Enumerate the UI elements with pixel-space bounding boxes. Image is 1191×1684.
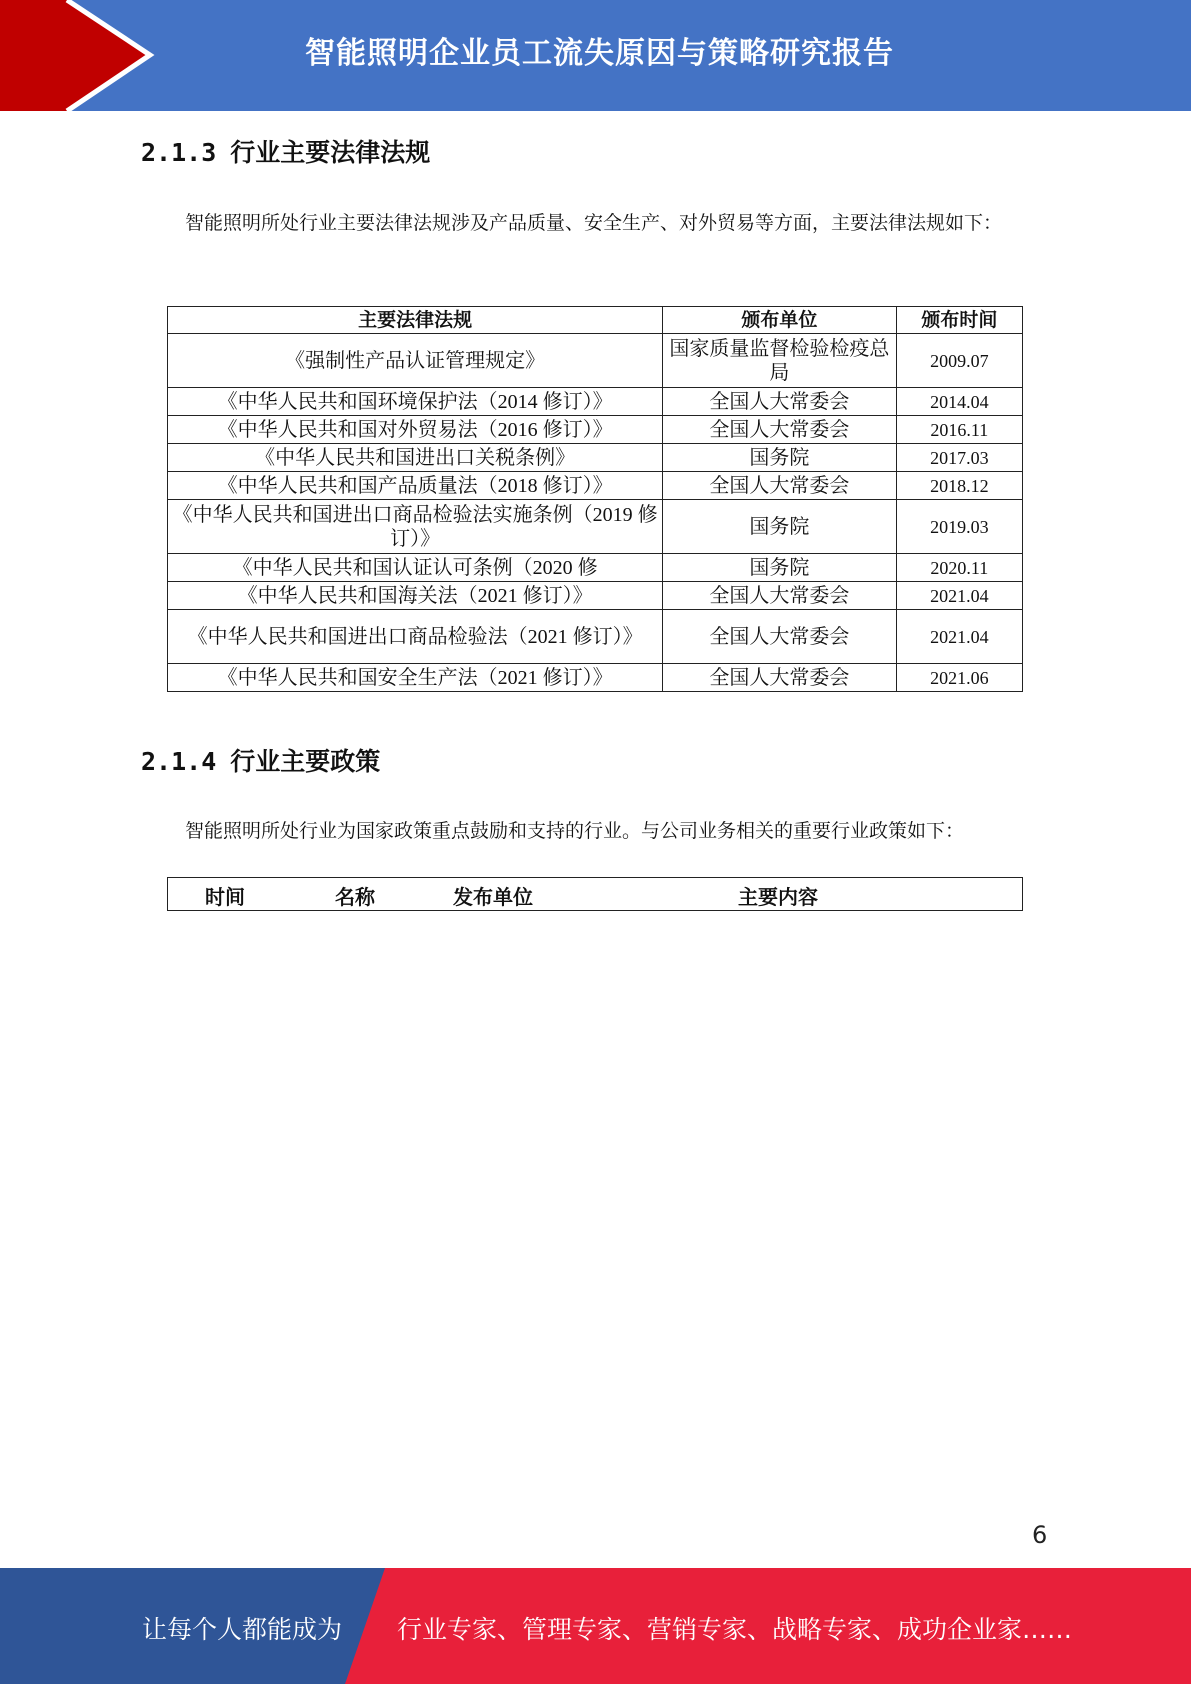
law-cell: 《中华人民共和国安全生产法（2021 修订）》 [168, 664, 663, 692]
page-number: 6 [1032, 1521, 1048, 1549]
unit-cell: 全国人大常委会 [663, 388, 897, 416]
table-row [168, 554, 1023, 582]
date-cell: 2020.11 [896, 554, 1022, 582]
section-number: 2.1.4 [141, 747, 217, 776]
header-banner [0, 0, 1191, 111]
section-heading-policy [141, 742, 380, 778]
footer-banner [0, 1568, 1191, 1684]
law-cell: 《中华人民共和国产品质量法（2018 修订）》 [168, 472, 663, 500]
date-cell: 2018.12 [896, 472, 1022, 500]
section-heading-laws [141, 133, 430, 169]
table-row [168, 472, 1023, 500]
law-cell: 《中华人民共和国进出口商品检验法（2021 修订）》 [168, 610, 663, 664]
date-cell: 2009.07 [896, 334, 1022, 388]
header-unit: 颁布单位 [663, 307, 897, 334]
table-row [168, 334, 1023, 388]
policy-header-name: 名称 [335, 885, 375, 909]
policy-table-header [167, 877, 1023, 911]
header-law: 主要法律法规 [168, 307, 663, 334]
section-title: 行业主要政策 [230, 747, 381, 776]
report-title: 智能照明企业员工流失原因与策略研究报告 [305, 36, 894, 71]
table-row [168, 416, 1023, 444]
footer-slogan-left: 让每个人都能成为 [142, 1615, 343, 1644]
law-cell: 《中华人民共和国认证认可条例（2020 修 [168, 554, 663, 582]
table-row [168, 444, 1023, 472]
law-cell: 《中华人民共和国进出口商品检验法实施条例（2019 修订）》 [168, 500, 663, 554]
laws-table [167, 306, 1023, 692]
unit-cell: 全国人大常委会 [663, 416, 897, 444]
table-row [168, 500, 1023, 554]
date-cell: 2021.06 [896, 664, 1022, 692]
policy-intro-paragraph: 智能照明所处行业为国家政策重点鼓励和支持的行业。与公司业务相关的重要行业政策如下： [185, 821, 965, 842]
unit-cell: 全国人大常委会 [663, 664, 897, 692]
law-cell: 《中华人民共和国进出口关税条例》 [168, 444, 663, 472]
date-cell: 2021.04 [896, 582, 1022, 610]
law-cell: 《中华人民共和国对外贸易法（2016 修订）》 [168, 416, 663, 444]
table-row [168, 388, 1023, 416]
unit-cell: 国务院 [663, 500, 897, 554]
unit-cell: 全国人大常委会 [663, 582, 897, 610]
law-cell: 《中华人民共和国海关法（2021 修订）》 [168, 582, 663, 610]
header-date: 颁布时间 [896, 307, 1022, 334]
table-row [168, 664, 1023, 692]
policy-header-issuer: 发布单位 [453, 885, 533, 909]
unit-cell: 国家质量监督检验检疫总局 [663, 334, 897, 388]
policy-header-content: 主要内容 [738, 885, 818, 909]
table-row [168, 582, 1023, 610]
unit-cell: 全国人大常委会 [663, 472, 897, 500]
table-header-row [168, 307, 1023, 334]
section-title: 行业主要法律法规 [230, 138, 431, 167]
date-cell: 2016.11 [896, 416, 1022, 444]
date-cell: 2014.04 [896, 388, 1022, 416]
law-cell: 《中华人民共和国环境保护法（2014 修订）》 [168, 388, 663, 416]
laws-intro-paragraph: 智能照明所处行业主要法律法规涉及产品质量、安全生产、对外贸易等方面，主要法律法规如下： [185, 213, 1003, 234]
date-cell: 2019.03 [896, 500, 1022, 554]
unit-cell: 国务院 [663, 444, 897, 472]
date-cell: 2021.04 [896, 610, 1022, 664]
table-row [168, 610, 1023, 664]
section-number: 2.1.3 [141, 138, 217, 167]
unit-cell: 国务院 [663, 554, 897, 582]
date-cell: 2017.03 [896, 444, 1022, 472]
policy-header-time: 时间 [205, 885, 245, 909]
unit-cell: 全国人大常委会 [663, 610, 897, 664]
law-cell: 《强制性产品认证管理规定》 [168, 334, 663, 388]
footer-slogan-right: 行业专家、管理专家、营销专家、战略专家、成功企业家…… [397, 1615, 1073, 1644]
